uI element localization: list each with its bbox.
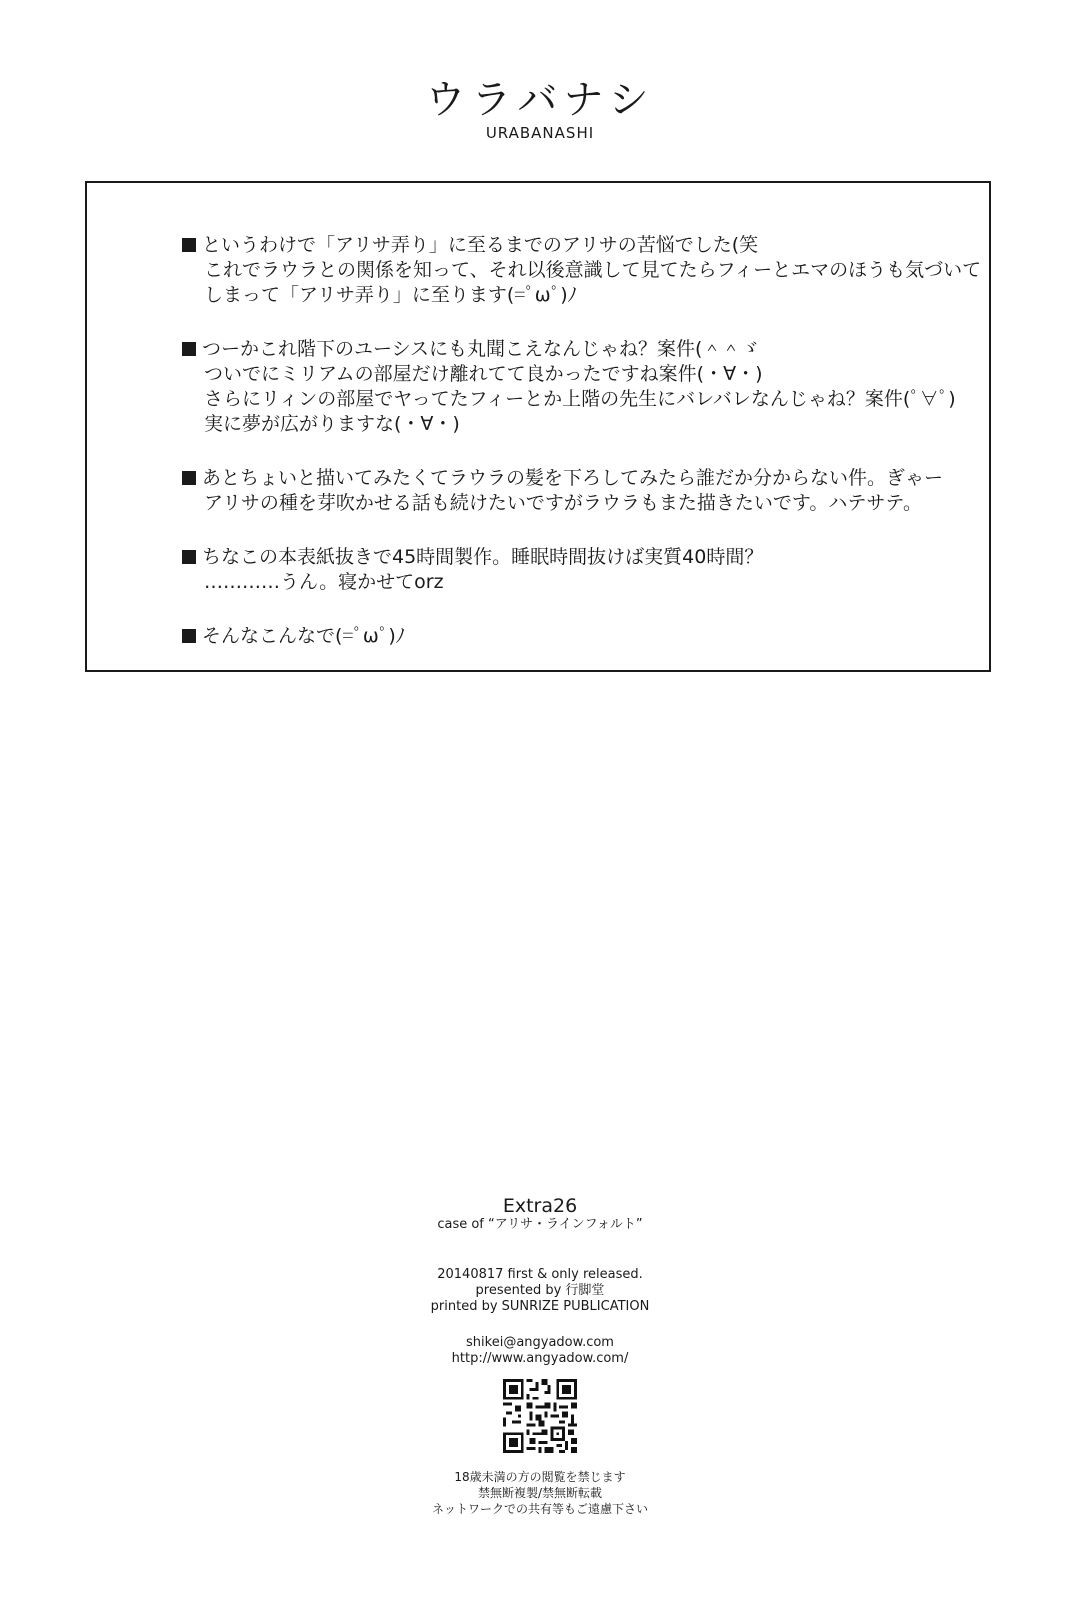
website-url: http://www.angyadow.com/ xyxy=(451,1351,629,1366)
square-bullet-icon xyxy=(182,342,196,356)
note-line: そんなこんなで(=ﾟωﾟ)ﾉ xyxy=(182,624,972,649)
restriction-notice xyxy=(0,1469,1080,1517)
page-title-japanese: ウラバナシ xyxy=(425,77,655,123)
colophon xyxy=(0,1195,1080,1517)
note-line: ついでにミリアムの部屋だけ離れてて良かったですね案件(・∀・) xyxy=(204,363,763,385)
note-line: あとちょいと描いてみたくてラウラの髪を下ろしてみたら誰だか分からない件。ぎゃー xyxy=(182,466,972,491)
note-line: これでラウラとの関係を知って、それ以後意識して見てたらフィーとエマのほうも気づいて xyxy=(204,259,982,281)
note-line: アリサの種を芽吹かせる話も続けたいですがラウラもまた描きたいです。ハテサテ。 xyxy=(204,492,923,514)
printer: printed by SUNRIZE PUBLICATION xyxy=(430,1299,650,1314)
page-header xyxy=(0,78,1080,142)
book-title: Extra26 xyxy=(502,1195,578,1217)
note-line: 実に夢が広がりますな(・∀・) xyxy=(204,413,460,435)
sharing-prohibition: ネットワークでの共有等もご遠慮下さい xyxy=(431,1502,648,1516)
square-bullet-icon xyxy=(182,471,196,485)
note-item xyxy=(182,466,972,516)
note-line: つーかこれ階下のユーシスにも丸聞こえなんじゃね？案件(＾＾ゞ xyxy=(182,337,972,362)
square-bullet-icon xyxy=(182,238,196,252)
release-date: 20140817 first & only released. xyxy=(437,1267,643,1282)
note-item xyxy=(182,233,982,308)
square-bullet-icon xyxy=(182,550,196,564)
note-line: というわけで「アリサ弄り」に至るまでのアリサの苦悩でした(笑 xyxy=(182,233,972,258)
age-restriction: 18歳未満の方の閲覧を禁じます xyxy=(454,1470,626,1484)
afterword-box xyxy=(85,181,991,672)
copy-prohibition: 禁無断複製/禁無断転載 xyxy=(477,1486,603,1500)
contact-email: shikei@angyadow.com xyxy=(466,1335,614,1350)
square-bullet-icon xyxy=(182,629,196,643)
note-line: …………うん。寝かせてorz xyxy=(204,571,444,593)
note-item xyxy=(182,624,972,649)
note-item xyxy=(182,337,972,437)
book-subtitle: case of “アリサ・ラインフォルト” xyxy=(437,1217,643,1232)
note-line: しまって「アリサ弄り」に至ります(=ﾟωﾟ)ﾉ xyxy=(204,284,578,306)
release-info xyxy=(0,1267,1080,1315)
note-item xyxy=(182,545,972,595)
contact-info xyxy=(0,1335,1080,1367)
note-line: さらにリィンの部屋でヤってたフィーとか上階の先生にバレバレなんじゃね？案件(ﾟ∀ﾟ) xyxy=(204,388,956,410)
qr-code-icon xyxy=(503,1379,577,1453)
note-line: ちなこの本表紙抜きで45時間製作。睡眠時間抜けば実質40時間？ xyxy=(182,545,972,570)
page-title-romaji: URABANASHI xyxy=(485,124,595,142)
publisher-circle: presented by 行脚堂 xyxy=(475,1283,605,1298)
afterword-notes xyxy=(182,233,982,678)
